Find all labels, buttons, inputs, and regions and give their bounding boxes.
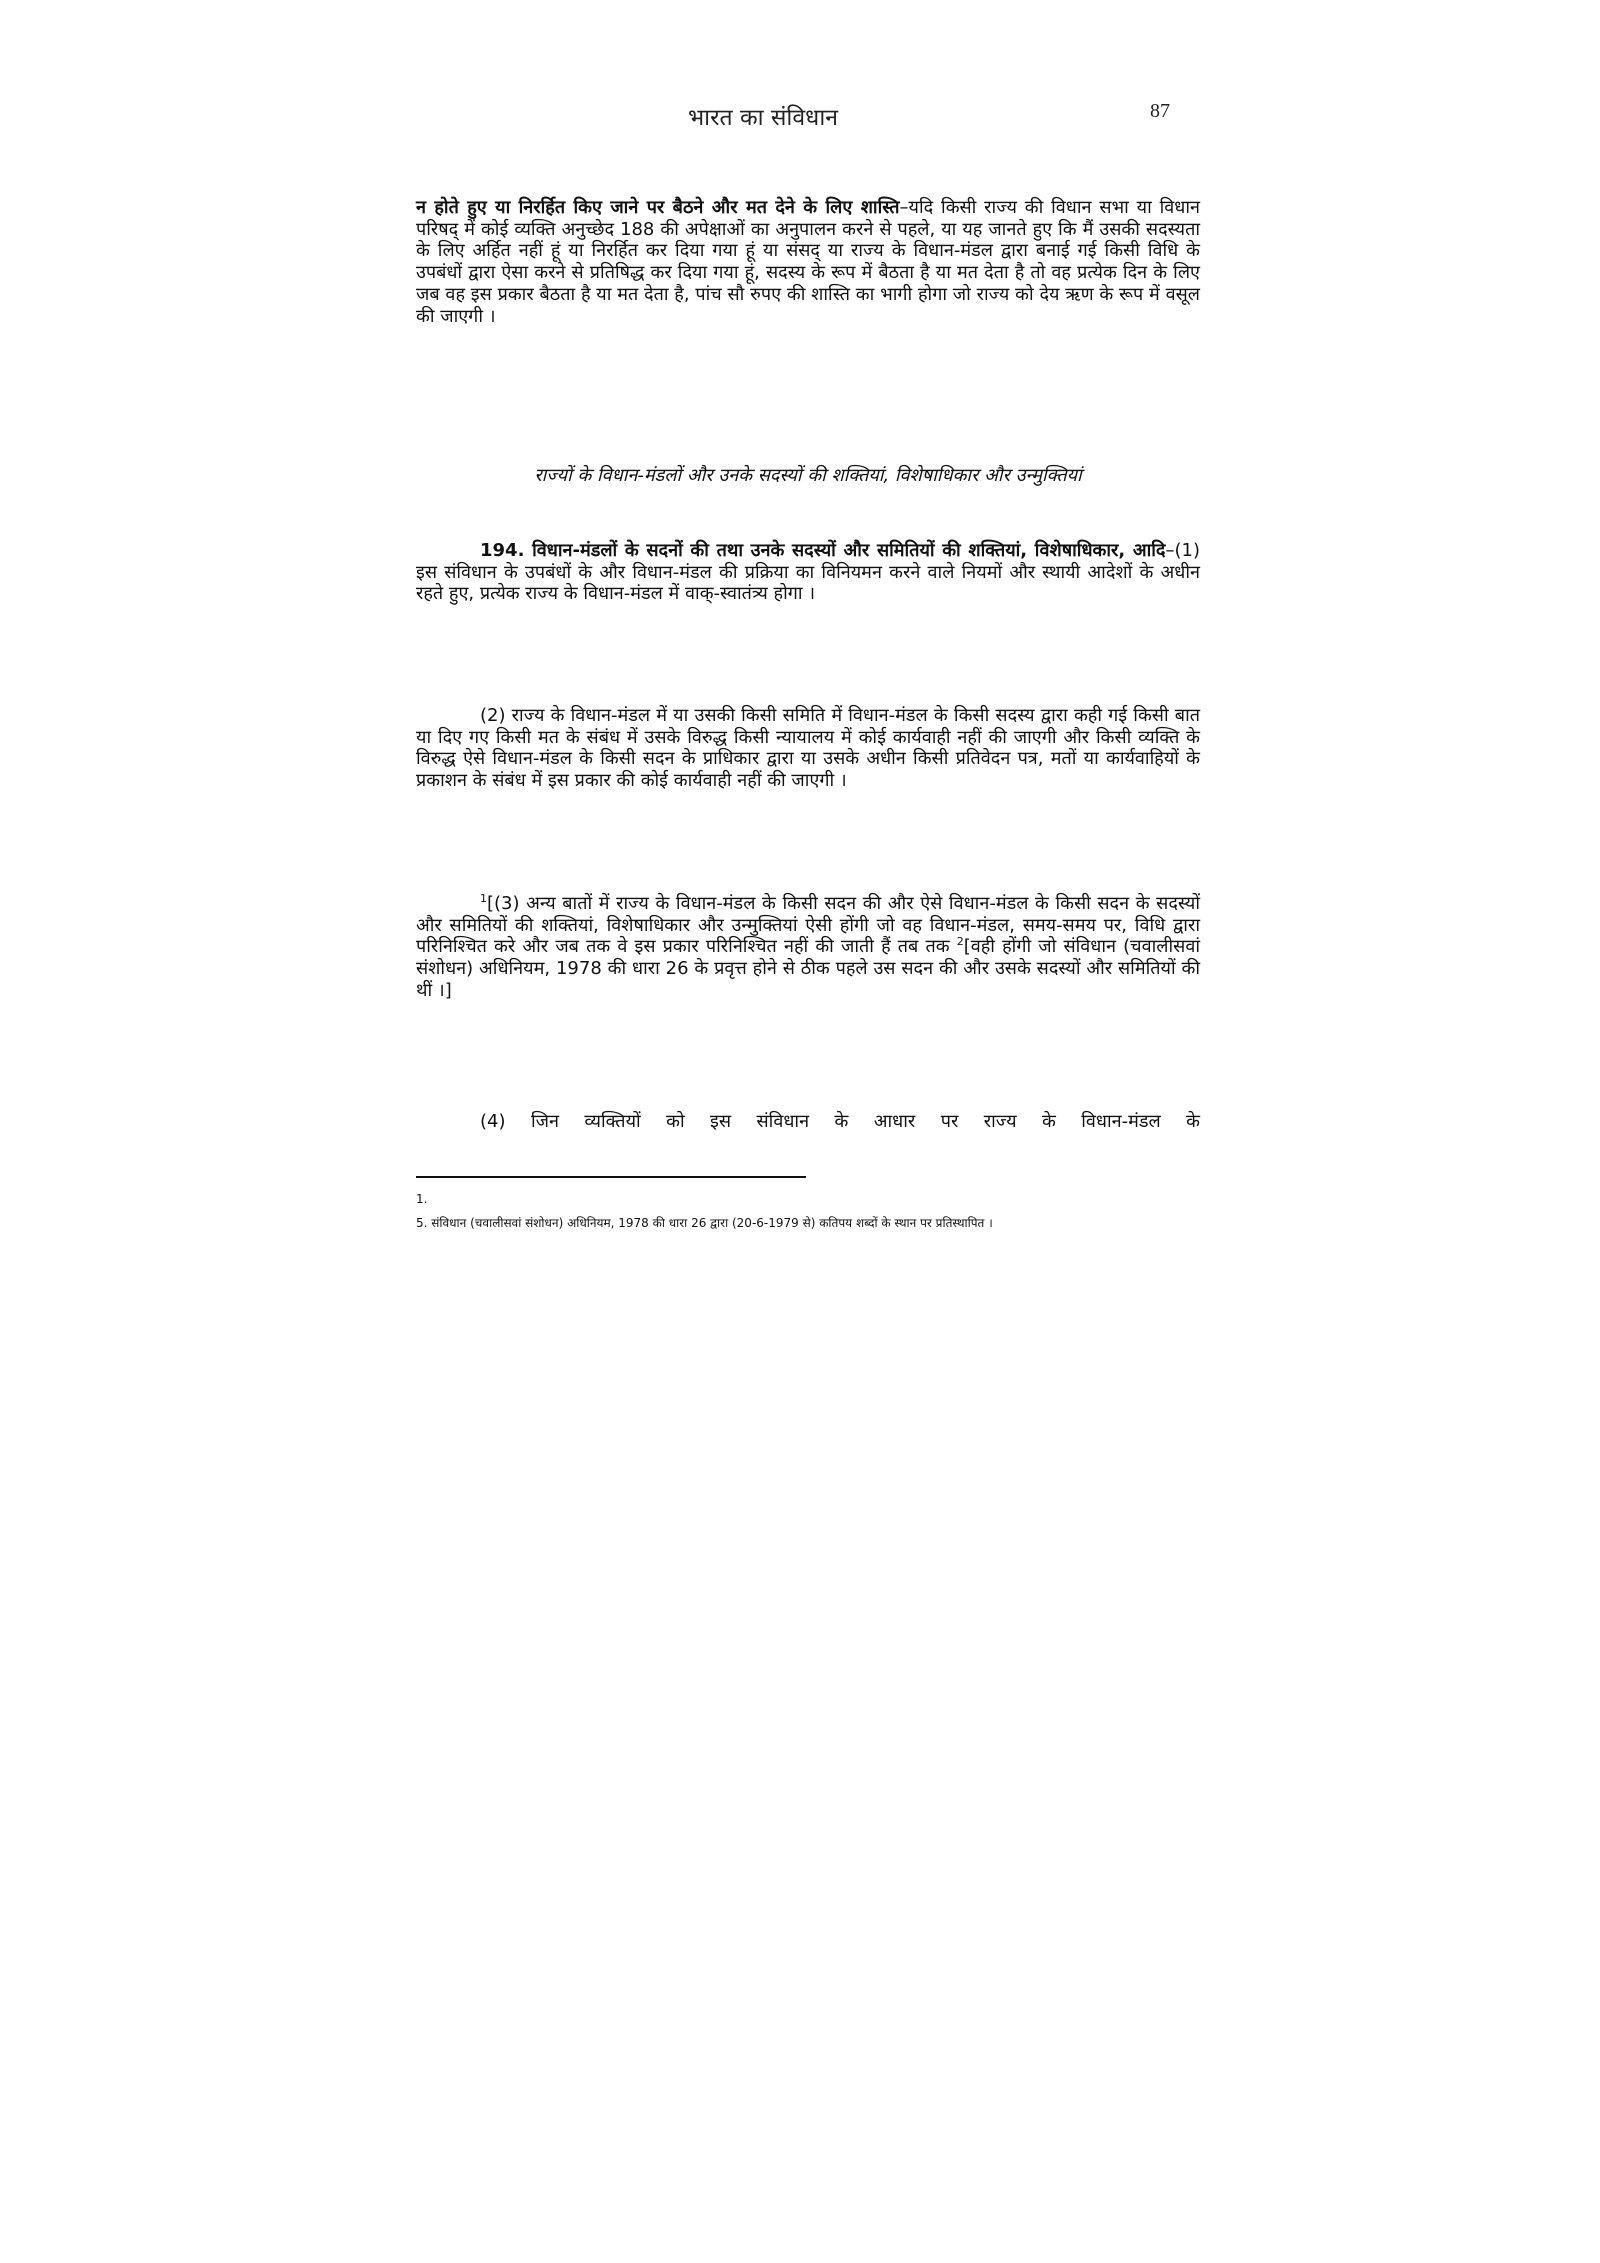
footnote-2: [416, 1213, 1200, 1234]
footnote-divider: [416, 1176, 806, 1178]
article-194-text: –(1) इस संविधान के उपबंधों के और विधान-मंडल की प्रक्रिया का विनियमन करने वाले नियमों और स्थायी आदेशों के अधीन रहते हुए, प्रत्येक राज्य के विधान-मंडल में वाक्-स्वातंत्र्य होगा ।: [416, 540, 1200, 605]
clause-3-text-a: [(3) अन्य बातों में राज्य के विधान-मंडल के किसी सदन की और ऐसे विधान-मंडल के किसी सदन के सदस्यों और समितियों की शक्तियां, विशेषाधिकार और उन्मुक्तियां ऐसी होंगी जो वह विधान-मंडल, समय-समय पर, विधि द्वारा परिनिश्चित करे और जब तक वे इस प्रकार परिनिश्चित नहीं की जाती हैं तब तक: [416, 893, 1200, 958]
penalty-text: –यदि किसी राज्य की विधान सभा या विधान परिषद् में कोई व्यक्ति अनुच्छेद 188 की अपेक्षाओं का अनुपालन करने से पहले, या यह जानते हुए कि मैं उसकी सदस्यता के लिए अर्हित नहीं हूं या निरर्हित कर दिया गया हूं या संसद् या राज्य के विधान-मंडल द्वारा बनाई गई किसी विधि के उपबंधों द्वारा ऐसा करने से प्रतिषिद्ध कर दिया गया हूं, सदस्य के रूप में बैठता है या मत देता है तो वह प्रत्येक दिन के लिए जब वह इस प्रकार बैठता है या मत देता है, पांच सौ रुपए की शास्ति का भागी होगा जो राज्य को देय ऋण के रूप में वसूल की जाएगी ।: [416, 197, 1200, 327]
paragraph-clause-4: (4) जिन व्यक्तियों को इस संविधान के आधार पर राज्य के विधान-मंडल के: [480, 1111, 1200, 1132]
footnote-1: 1.: [416, 1192, 428, 1206]
footnote-2-text: 5. संविधान (चवालीसवां संशोधन) अधिनियम, 1978 की धारा 26 द्वारा (20-6-1979 से) कतिपय शब्दों के स्थान पर प्रतिस्थापित ।: [416, 1216, 993, 1230]
page-number: 87: [1150, 100, 1170, 122]
clause-3-text-b: [वही होंगी जो संविधान (चवालीसवां संशोधन) अधिनियम, 1978 की धारा 26 के प्रवृत्त होने से ठीक पहले उस सदन की और उसके सदस्यों और समितियों की थीं ।]: [416, 936, 1200, 1001]
page-header-title: भारत का संविधान: [688, 105, 839, 131]
paragraph-clause-3: [416, 893, 1200, 1002]
section-heading: राज्यों के विधान-मंडलों और उनके सदस्यों की शक्तियां, विशेषाधिकार और उन्मुक्तियां: [534, 465, 1082, 486]
footnote-ref-2: 2: [956, 935, 964, 949]
paragraph-clause-2: (2) राज्य के विधान-मंडल में या उसकी किसी समिति में विधान-मंडल के किसी सदस्य द्वारा कही गई किसी बात या दिए गए किसी मत के संबंध में उसके विरुद्ध किसी न्यायालय में कोई कार्यवाही नहीं की जाएगी और किसी व्यक्ति के विरुद्ध ऐसे विधान-मंडल के किसी सदन के प्राधिकार द्वारा या उसके अधीन किसी प्रतिवेदन पत्र, मतों या कार्यवाहियों के प्रकाशन के संबंध में इस प्रकार की कोई कार्यवाही नहीं की जाएगी ।: [416, 705, 1200, 792]
penalty-heading: न होते हुए या निरर्हित किए जाने पर बैठने और मत देने के लिए शास्ति: [416, 197, 900, 218]
paragraph-penalty: [416, 197, 1200, 327]
paragraph-article-194: [416, 540, 1200, 605]
article-194-heading: 194. विधान-मंडलों के सदनों की तथा उनके सदस्यों और समितियों की शक्तियां, विशेषाधिकार, आदि: [480, 540, 1166, 561]
footnote-ref-1: 1: [480, 892, 487, 905]
